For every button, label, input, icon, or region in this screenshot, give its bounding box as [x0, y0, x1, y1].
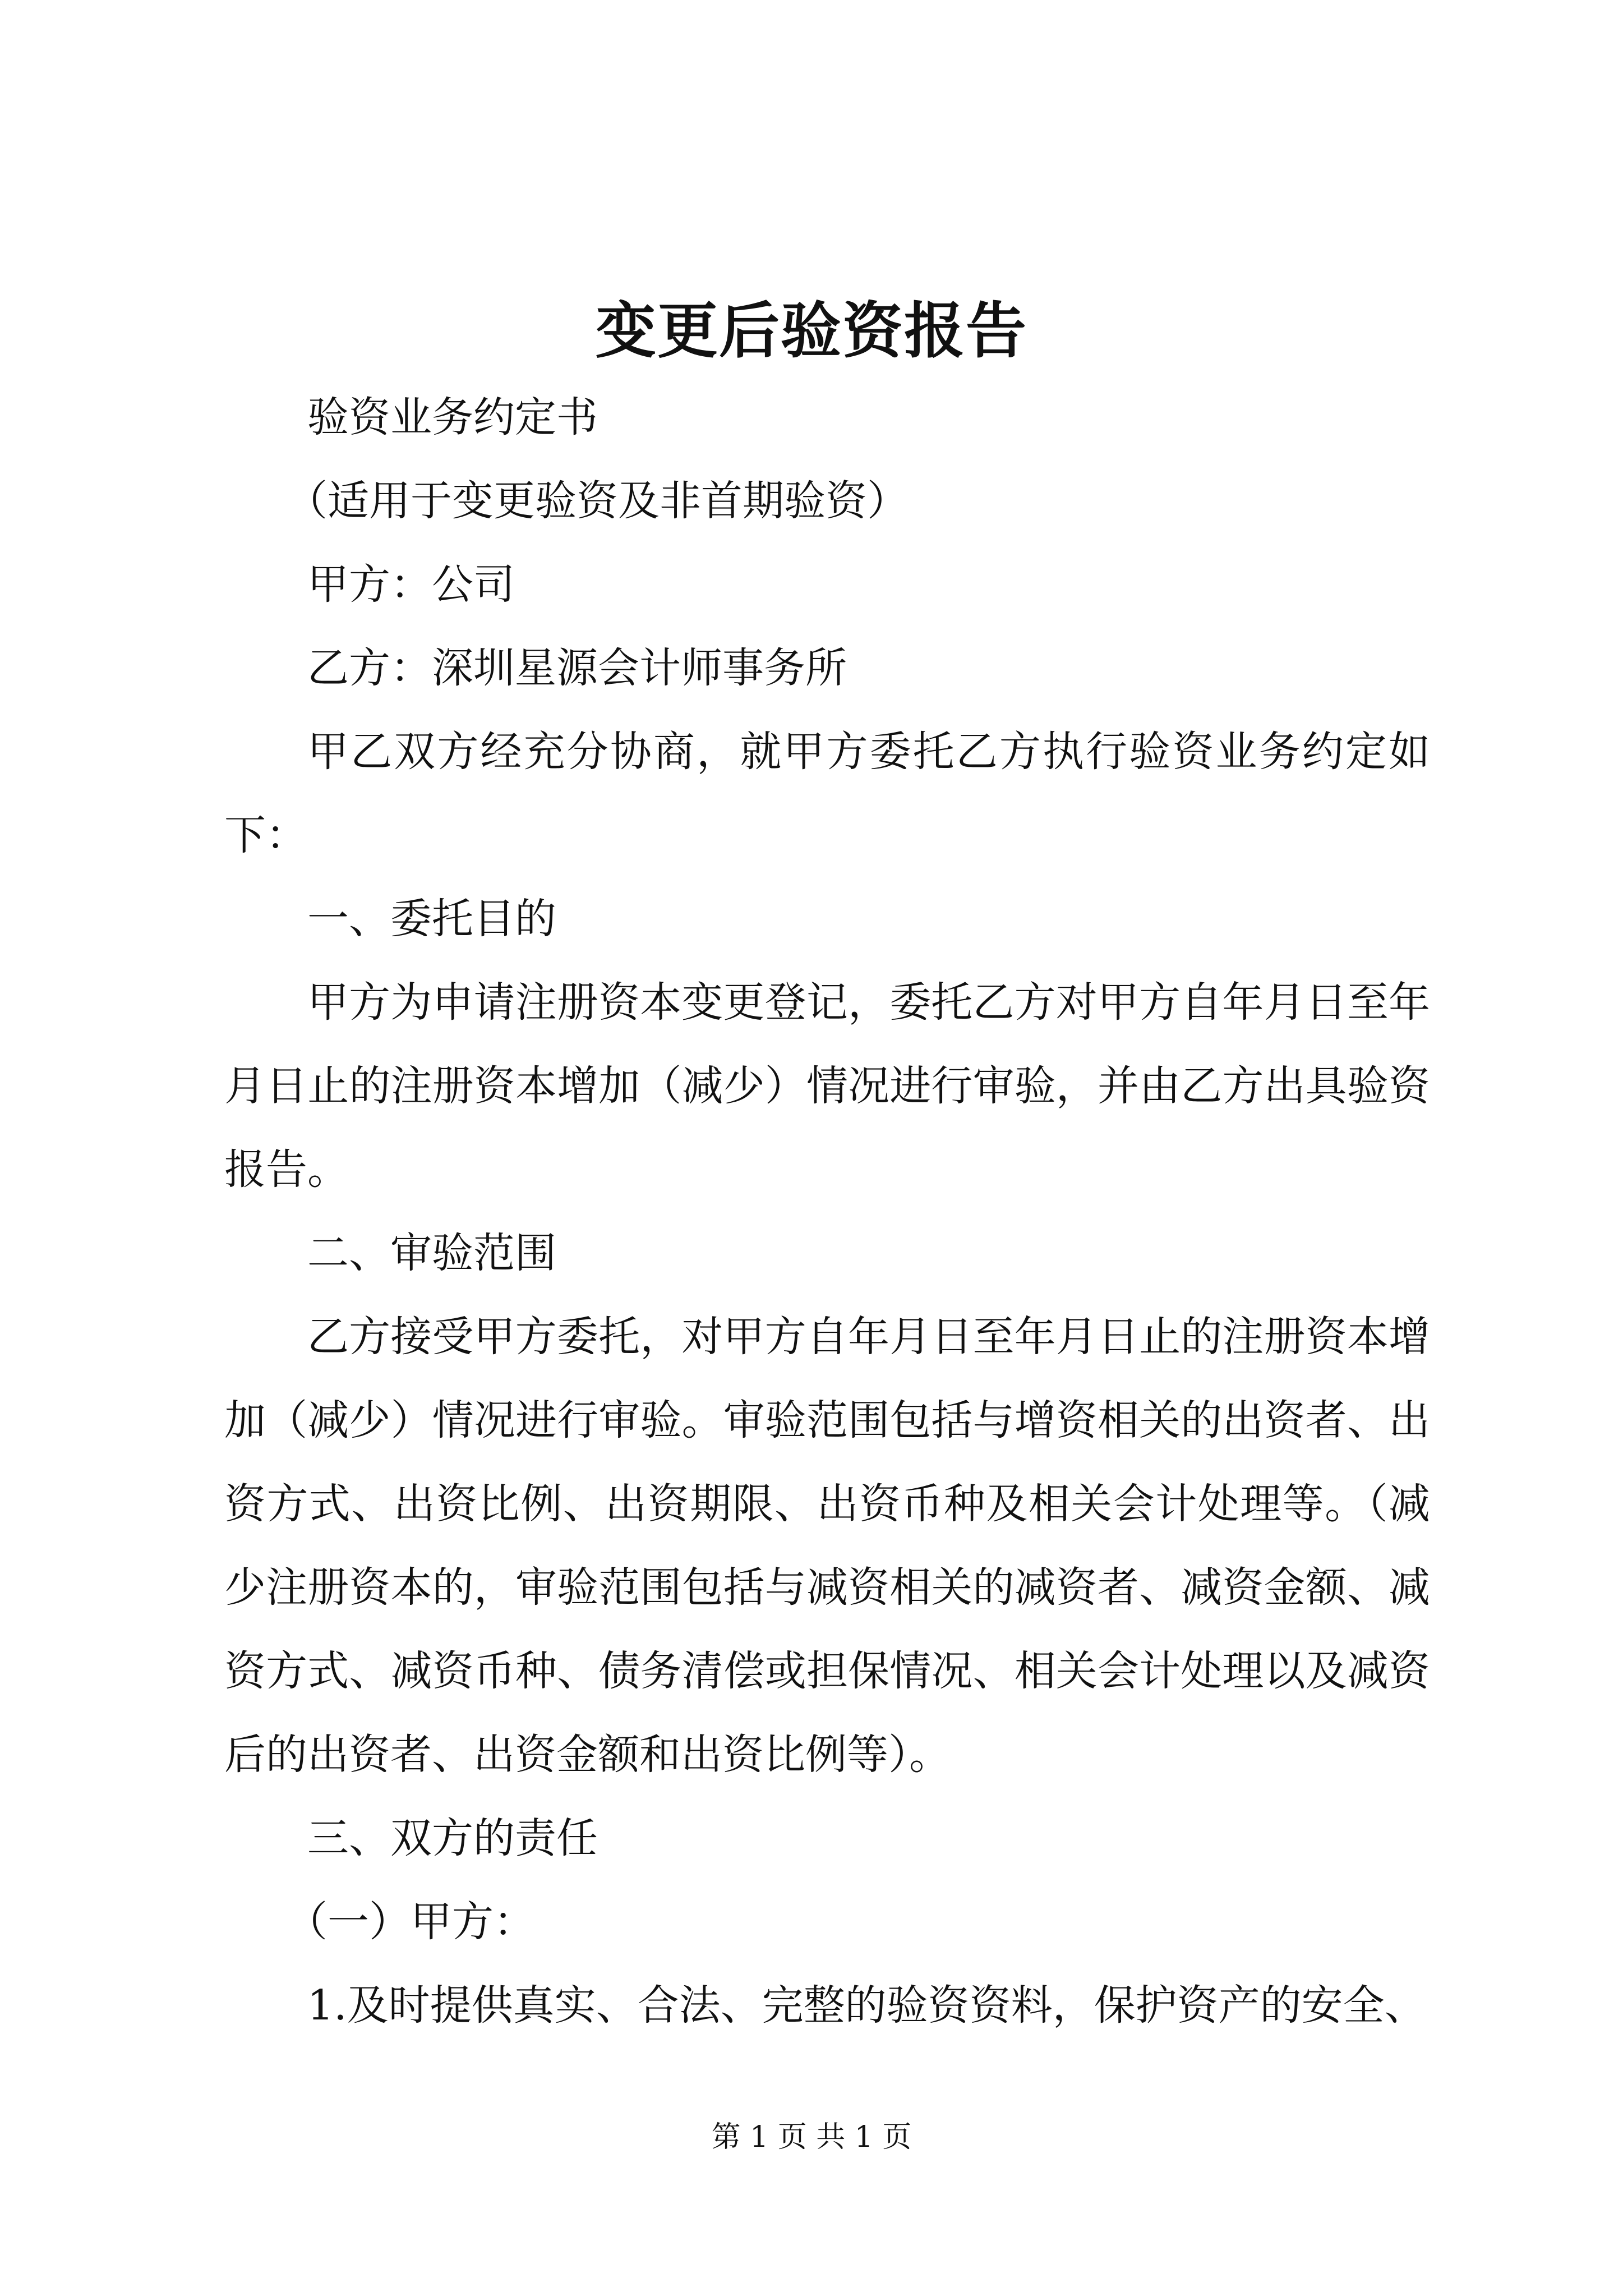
paragraph-agreement-title: 验资业务约定书	[307, 393, 598, 441]
paragraph-party-a-duty-1: 1.及时提供真实、合法、完整的验资资料，保护资产的安全、	[307, 1981, 1426, 2030]
paragraph-applicability: （适用于变更验资及非首期验资）	[286, 477, 909, 525]
paragraph-scope: 乙方接受甲方委托，对甲方自年月日至年月日止的注册资本增加（减少）情况进行审验。审验范围包括与增资相关的出资者、出资方式、出资比例、出资期限、出资币种及相关会计处理等。（减少注册资本的，审验范围包括与减资相关的减资者、减资金额、减资方式、减资币种、债务清偿或担保情况、相关会计处理以及减资后的出资者、出资金额和出资比例等）。	[224, 1313, 1430, 1779]
paragraph-party-a: 甲方：公司	[307, 560, 515, 609]
document-body	[224, 376, 1430, 2047]
document-title: 变更后验资报告	[595, 296, 1027, 366]
paragraph-agreement-intro: 甲乙双方经充分协商，就甲方委托乙方执行验资业务约定如下：	[224, 728, 1430, 859]
paragraph-purpose: 甲方为申请注册资本变更登记，委托乙方对甲方自年月日至年月日止的注册资本增加（减少）情况进行审验，并由乙方出具验资报告。	[224, 978, 1430, 1194]
section-heading-scope: 二、审验范围	[307, 1229, 556, 1277]
section-heading-purpose: 一、委托目的	[307, 895, 556, 943]
page-footer: 第 1 页 共 1 页	[711, 2120, 912, 2154]
subsection-heading-party-a: （一）甲方：	[286, 1898, 535, 1946]
paragraph-party-b: 乙方：深圳星源会计师事务所	[307, 644, 847, 692]
section-heading-responsibilities: 三、双方的责任	[307, 1814, 598, 1862]
